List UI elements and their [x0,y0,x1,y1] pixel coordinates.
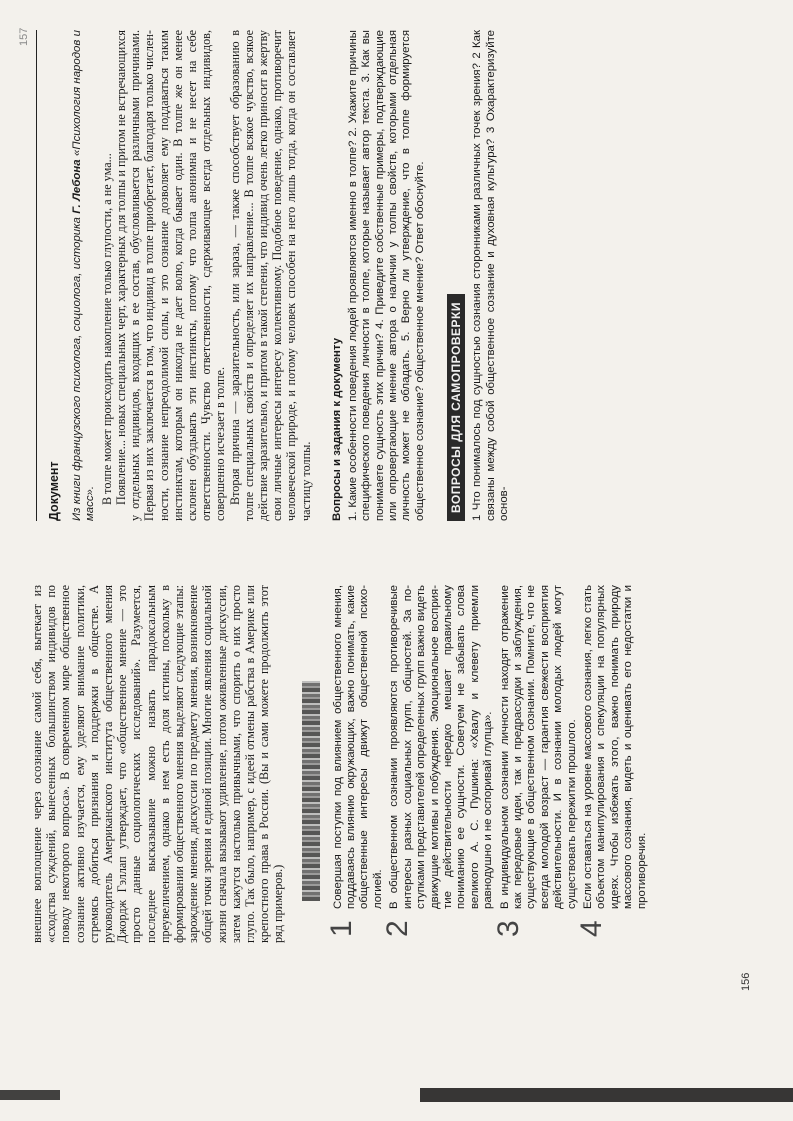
scan-edge-mark [0,1090,60,1100]
divider-rule [36,30,37,521]
intro-prefix: Из книги французского психолога, социолога, историка [71,217,83,521]
document-heading: Документ [47,461,61,521]
self-check-banner: ВОПРОСЫ ДЛЯ САМОПРОВЕРКИ [447,294,465,521]
page-number-left: 156 [740,972,752,991]
left-page [0,561,793,1121]
left-body-paragraph: внешнее воплощение через осознание самой себя, вытекает из «сходства суждений, вынесенных большинством индивидов по поводу некоторого вопроса». В современном мире общественное сознание активно изучается, ему уделяют внимание политики, стремясь добиться признания и поддержки в обществе. А руководитель Американского института общественного мнения Джордж Гэллап утверждает, что «общественное мнение — это просто данные социологических исследований». Разумеется, последнее высказывание можно назвать парадоксальным преувеличением, однако в нем есть доля истины, поскольку в формировании общественного мнения выделяют следующие этапы: зарождение мнения, дискуссии по предмету мнения, возникновение общей точки зрения и единой позиции. Многие явления социальной жизни сначала вызывают удивление, потом оживленные дискуссии, затем кажутся настолько привычными, что спорить о них просто глупо. Так было, например, с идеей отмены рабства в Америке или крепостного права в России. (Вы и сами можете продолжить этот ряд примеров.) [30,585,286,943]
item-text: В индивидуальном сознании личности находят отражение как передовые идеи, так и предрассудки и заблуждения, существующие в общественном сознании. Помните, что не всегда молодой возраст — гарантия свежести восприятия действительности. И в сознании молодых людей могут существовать пережитки прошлого. [498,585,578,909]
self-check-text: 1 Что понималось под сущностью сознания сторонниками различных точек зрения? 2 Как связаны между собой общественное сознание и духовная культура? 3 Охарактеризуйте основ- [471,30,511,521]
item-number: 2 [381,920,415,937]
list-item [381,585,495,943]
list-item [324,585,386,943]
questions-heading: Вопросы и задания к документу [330,337,343,521]
list-item [491,585,579,943]
document-paragraph: В толпе может происходить накопление только глупости, а не ума... [99,153,114,505]
document-paragraph: Появление... новых специальных черт, характерных для толпы и притом не встречающихся у отдельных индивидов, входящих в ее состав, обусловливается различными причинами. Первая из них заключается в том, что индивид в толпе приобретает, благодаря только численности, сознание непреодолимой силы, и это сознание дозволяет ему поддаваться таким инстинктам, которым он никогда не дает волю, когда бывает один. В толпе же он менее склонен обуздывать эти инстинкты, потому что толпа анонимна и не несет на себе ответственности. Чувство ответственности, сдерживающее всегда отдельных индивидов, совершенно исчезает в толпе. [114,30,228,521]
intro-title: «Психология народов и масс». [71,30,97,521]
item-number: 1 [324,920,358,937]
useful-tips-banner [302,681,320,901]
item-text: Если оставаться на уровне массового сознания, легко стать объектом манипулирования и спекуляции на популярных идеях. Чтобы избежать этого, важно понимать природу массового сознания, видеть и оценивать его недостатки и противоречия. [581,585,648,909]
scan-edge-mark [420,1088,793,1102]
document-paragraph: Вторая причина — заразительность, или зараза, — также способствует образованию в толпе специальных свойств и определяет их направление... В толпе всякое чувство, всякое действие заразительно, и притом в такой степени, что индивид очень легко приносит в жертву свои личные интересы интересу коллективному. Подобное поведение, однако, противоречит человеческой природе, и потому человек способен на него лишь тогда, когда он составляет частицу толпы. [227,30,313,521]
document-intro [71,30,98,521]
item-number: 4 [574,920,608,937]
list-item [574,585,649,943]
intro-author: Г. Лебона [71,159,83,214]
item-text: Совершая поступки под влиянием общественного мнения, поддаваясь влиянию окружающих, важно понимать, какие общественные интересы движут общественной психологией. [331,585,384,909]
page-number-right: 157 [18,27,30,46]
item-number: 3 [491,920,525,937]
item-text: В общественном сознании проявляются противоречивые интересы разных социальных групп, общностей. За поступками представителей определенных групп важно видеть движущие мотивы и побуждения. Эмоциональное восприятие действительности нередко мешает правильному пониманию ее сущности. Советуем не забывать слова великого А. С. Пушкина: «Хвалу и клевету приемли равнодушно и не оспоривай глупца». [388,585,495,909]
questions-text: 1. Какие особенности поведения людей проявляются именно в толпе? 2. Укажите причины специфического поведения личности в толпе, которые называет автор текста. 3. Как вы понимаете сущность этих причин? 4. Приведите собственные примеры, подтверждающие или опровергающие мнение автора о наличии у толпы свойств, которыми отдельная личность может не обладать. 5. Верно ли утверждение, что в толпе формируется общественное сознание? общественное мнение? Ответ обоснуйте. [346,30,426,521]
